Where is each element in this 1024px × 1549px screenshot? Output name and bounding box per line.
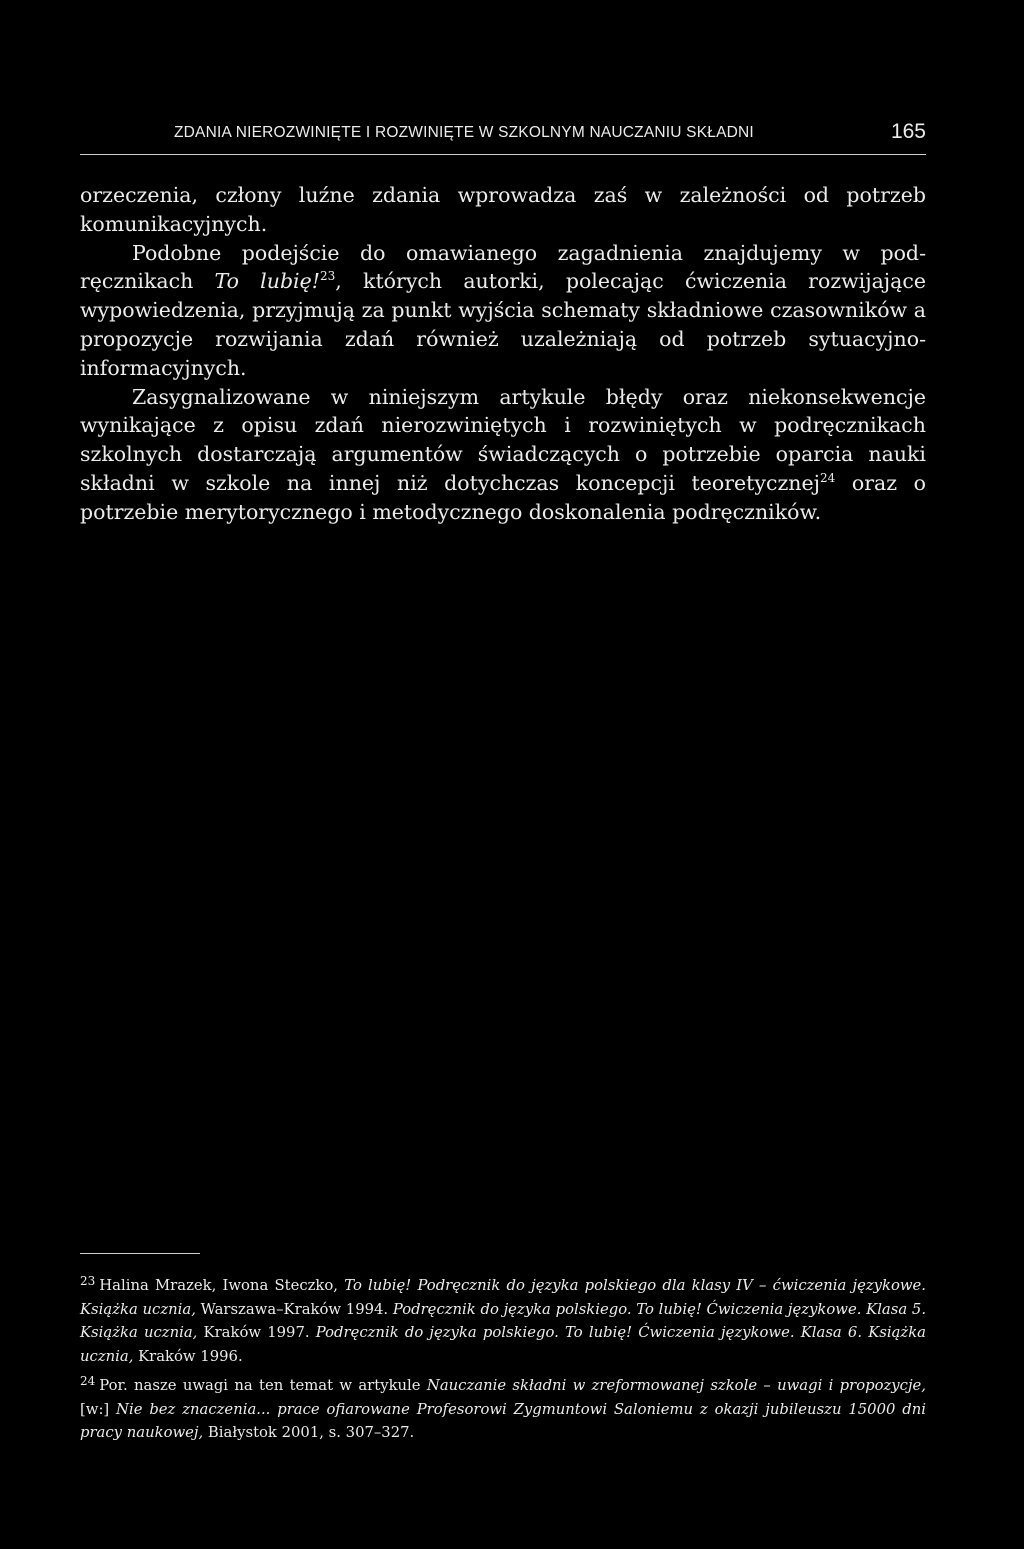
footnote-text: [w:] bbox=[80, 1400, 117, 1418]
footnote-mark: 24 bbox=[80, 1374, 96, 1388]
footnote-text: Warszawa–Kraków 1994. bbox=[195, 1300, 393, 1318]
footnote-title: To lubię! Podręcznik do języka polskiego dla klasy IV – ćwiczenia językowe. Książka ucznia, bbox=[80, 1277, 926, 1318]
footnote-title: Nie bez znaczenia... prace ofiarowane Profesorowi Zygmuntowi Saloniemu z okazji jubileuszu 15000 dni pracy naukowej, bbox=[80, 1400, 926, 1441]
footnote-text: Por. nasze uwagi na ten temat w artykule bbox=[99, 1377, 427, 1394]
footnote-text: Kraków 1997. bbox=[197, 1324, 316, 1341]
footnote-24 bbox=[80, 1374, 926, 1445]
footnote-title: Nauczanie składni w zreformowanej szkole – uwagi i propozycje, bbox=[426, 1377, 927, 1394]
running-title: ZDANIA NIEROZWINIĘTE I ROZWINIĘTE W SZKOLNYM NAUCZANIU SKŁADNI bbox=[174, 124, 754, 141]
paragraph-1: orzeczenia, człony luźne zdania wprowadza zaś w zależności od potrzeb komunikacyjnych. bbox=[80, 183, 926, 236]
footnote-title: Podręcznik do języka polskiego. To lubię! Ćwiczenia językowe. Klasa 6. Książka ucznia, bbox=[80, 1324, 927, 1365]
paragraph-2-start: Podobne podejście do omawianego zagadnienia znajdujemy w podręcznikach bbox=[80, 240, 926, 294]
footnote-title: Podręcznik do języka polskiego. To lubię! Ćwiczenia językowe. Klasa 5. Książka ucznia, bbox=[80, 1300, 927, 1341]
footnote-ref-24[interactable]: 24 bbox=[819, 470, 836, 485]
footnote-text: Kraków 1996. bbox=[133, 1347, 243, 1365]
paragraph-2 bbox=[80, 239, 926, 383]
footnote-ref-23[interactable]: 23 bbox=[320, 269, 336, 284]
footnote-text: Halina Mrazek, Iwona Steczko, bbox=[99, 1277, 345, 1294]
main-text bbox=[80, 181, 926, 527]
footnote-rule bbox=[80, 1253, 200, 1254]
footnote-23 bbox=[80, 1274, 926, 1368]
header-rule bbox=[80, 154, 926, 155]
footnote-text: Białystok 2001, s. 307–327. bbox=[203, 1424, 415, 1441]
running-header bbox=[80, 122, 926, 152]
paragraph-3 bbox=[80, 383, 926, 527]
footnotes bbox=[80, 1274, 926, 1445]
page-number: 165 bbox=[890, 120, 926, 143]
paragraph-3-start: Zasygnalizowane w niniejszym artykule błędy oraz niekonsekwencje wynikające z opisu zdań nierozwiniętych i rozwiniętych w podręcznikach szkolnych dostarczają argumentów świadczących o potrzebie oparcia nauki składni w szkole na innej niż dotychczas koncepcji teoretycznej bbox=[80, 384, 926, 495]
footnote-mark: 23 bbox=[80, 1274, 96, 1288]
paragraph-2-end: , których autorki, polecając ćwiczenia rozwijające wypowiedzenia, przyjmują za punkt wyjścia schematy składniowe czasowników a propozycje rozwijania zdań również uzależniają od potrzeb sytuacyjno-informacyjnych. bbox=[80, 269, 926, 380]
paragraph-3-end: oraz o potrzebie merytorycznego i metodycznego doskonalenia podręczników. bbox=[80, 470, 926, 524]
book-title: To lubię! bbox=[214, 269, 320, 294]
